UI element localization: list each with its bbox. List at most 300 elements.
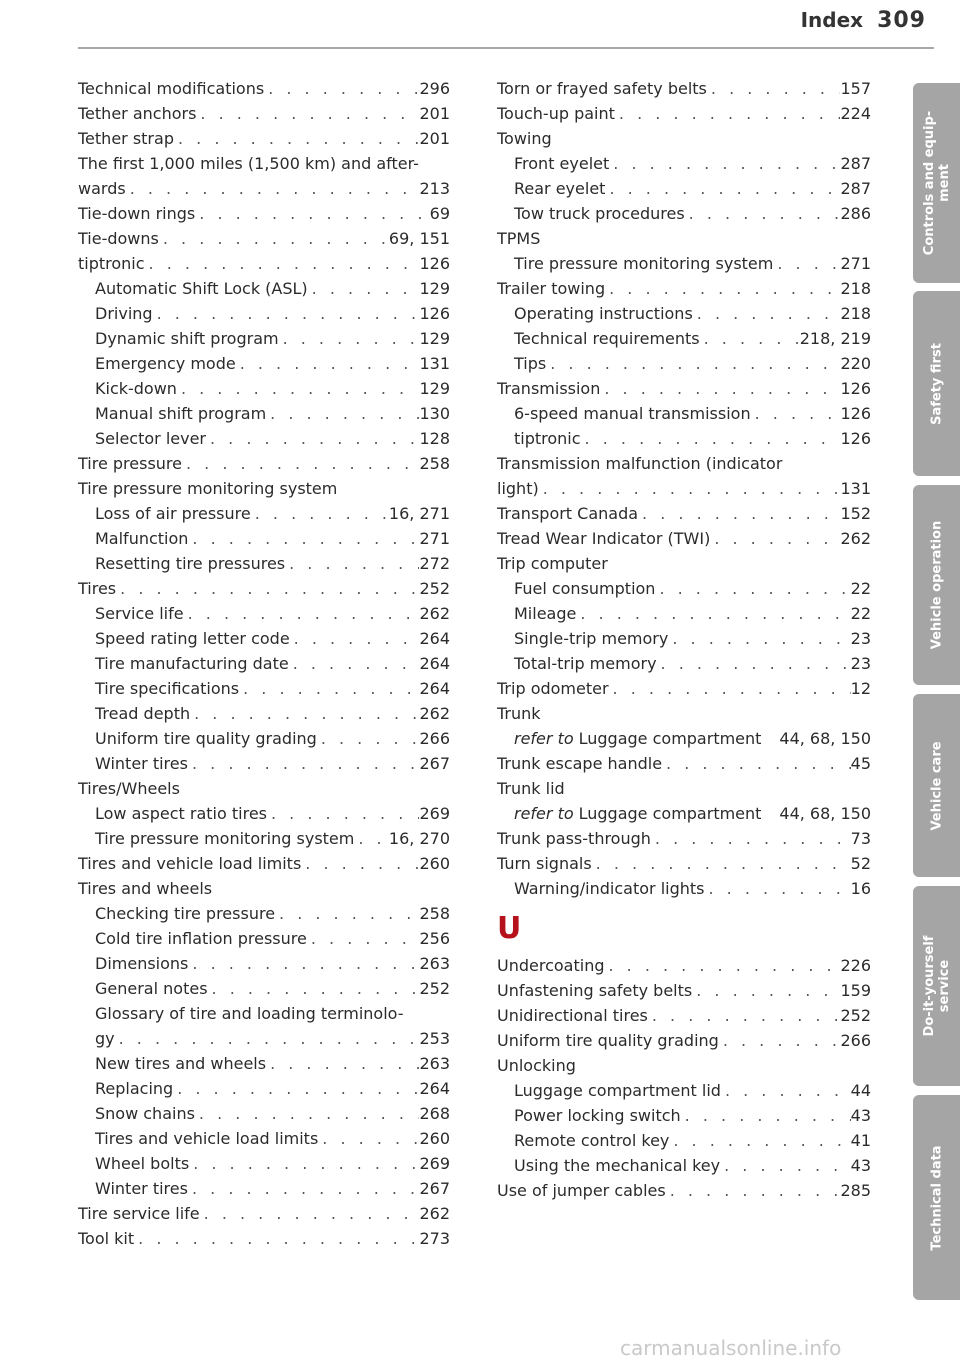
leader-dots — [354, 826, 389, 851]
cross-reference: refer to — [514, 804, 574, 823]
entry-label: Winter tires — [95, 754, 188, 773]
index-entry — [497, 301, 871, 326]
entry-label: Mileage — [514, 604, 577, 623]
index-entry — [497, 276, 871, 301]
leader-dots — [719, 1028, 841, 1053]
entry-label: Snow chains — [95, 1104, 195, 1123]
entry-label: Uniform tire quality grading — [497, 1031, 719, 1050]
index-entry — [78, 1176, 450, 1201]
page-reference[interactable]: 285 — [840, 1181, 871, 1200]
side-tab-label: Vehicle operation — [929, 520, 944, 650]
index-entry — [78, 376, 450, 401]
entry-label: Tires and vehicle load limits — [78, 854, 302, 873]
index-entry — [78, 726, 450, 751]
entry-label: Total-trip memory — [514, 654, 657, 673]
entry-label: light) — [497, 479, 539, 498]
page-reference[interactable]: 44, 68, 150 — [779, 729, 871, 748]
entry-label: gy — [95, 1029, 115, 1048]
index-entry — [497, 851, 871, 876]
index-entry — [497, 801, 871, 826]
index-entry — [497, 126, 871, 151]
leader-dots — [236, 351, 420, 376]
page-reference[interactable]: 263 — [419, 954, 450, 973]
section-letter-u: U — [497, 911, 522, 946]
page-reference[interactable]: 267 — [419, 1179, 450, 1198]
leader-dots — [266, 401, 419, 426]
leader-dots — [615, 101, 841, 126]
entry-label: Tool kit — [78, 1229, 135, 1248]
entry-label: Luggage compartment — [578, 729, 762, 748]
page-reference[interactable]: 126 — [419, 304, 450, 323]
cross-reference: refer to — [514, 729, 574, 748]
index-entry — [78, 176, 450, 201]
page-reference[interactable]: 296 — [419, 79, 450, 98]
entry-label: The first 1,000 miles (1,500 km) and after- — [78, 154, 419, 173]
page-reference[interactable]: 268 — [419, 1104, 450, 1123]
entry-label: New tires and wheels — [95, 1054, 267, 1073]
index-entry — [497, 501, 871, 526]
entry-label: Front eyelet — [514, 154, 610, 173]
index-entry — [497, 1178, 871, 1203]
leader-dots — [159, 226, 389, 251]
index-entry — [497, 876, 871, 901]
index-entry — [78, 601, 450, 626]
entry-label: Trunk escape handle — [497, 754, 663, 773]
page-reference[interactable]: 267 — [419, 754, 450, 773]
index-entry — [497, 226, 871, 251]
leader-dots — [251, 501, 389, 526]
page-reference[interactable]: 23 — [850, 629, 871, 648]
page-reference[interactable]: 218, 219 — [799, 329, 871, 348]
side-tab[interactable] — [913, 1095, 960, 1300]
leader-dots — [285, 551, 419, 576]
page-reference[interactable]: 16, 271 — [388, 504, 450, 523]
index-entry — [78, 976, 450, 1001]
leader-dots — [266, 1051, 419, 1076]
side-tab-label: Vehicle care — [929, 740, 944, 831]
entry-label: Using the mechanical key — [514, 1156, 721, 1175]
entry-label: Manual shift program — [95, 404, 267, 423]
page-reference[interactable]: 264 — [419, 654, 450, 673]
leader-dots — [609, 151, 840, 176]
page-reference[interactable]: 126 — [840, 379, 871, 398]
page-reference[interactable]: 44, 68, 150 — [779, 804, 871, 823]
page-reference[interactable]: 262 — [419, 704, 450, 723]
entry-label: Loss of air pressure — [95, 504, 251, 523]
leader-dots — [576, 601, 850, 626]
leader-dots — [206, 426, 419, 451]
entry-label: Tether strap — [78, 129, 174, 148]
page-reference[interactable]: 213 — [419, 179, 450, 198]
entry-label: Trip computer — [497, 554, 608, 573]
index-entry — [497, 1053, 871, 1078]
leader-dots — [279, 326, 420, 351]
page-reference[interactable]: 258 — [419, 454, 450, 473]
index-entry — [78, 126, 450, 151]
leader-dots — [700, 326, 800, 351]
page-number: 309 — [877, 8, 926, 33]
index-entry — [497, 1103, 871, 1128]
page-reference[interactable]: 264 — [419, 679, 450, 698]
leader-dots — [134, 1226, 419, 1251]
index-entry — [497, 451, 871, 476]
watermark: carmanualsonline.info — [620, 1336, 842, 1360]
index-entry — [497, 426, 871, 451]
entry-label: wards — [78, 179, 126, 198]
side-tab[interactable] — [913, 886, 960, 1086]
entry-label: Automatic Shift Lock (ASL) — [95, 279, 308, 298]
index-entry — [78, 1001, 450, 1026]
index-entry — [497, 701, 871, 726]
index-entry — [497, 476, 871, 501]
leader-dots — [655, 576, 850, 601]
entry-label: Tether anchors — [78, 104, 197, 123]
page-reference[interactable]: 43 — [850, 1156, 871, 1175]
leader-dots — [200, 1201, 420, 1226]
page-reference[interactable]: 44 — [850, 1081, 871, 1100]
page-reference[interactable]: 12 — [850, 679, 871, 698]
index-entry — [78, 676, 450, 701]
leader-dots — [177, 376, 420, 401]
entry-label: Luggage compartment — [578, 804, 762, 823]
index-entry — [497, 776, 871, 801]
leader-dots — [651, 826, 851, 851]
entry-label: Unlocking — [497, 1056, 576, 1075]
index-entry — [497, 576, 871, 601]
leader-dots — [605, 176, 840, 201]
entry-label: Tie-down rings — [78, 204, 196, 223]
index-entry — [78, 426, 450, 451]
entry-label: Checking tire pressure — [95, 904, 276, 923]
page-reference[interactable]: 252 — [419, 979, 450, 998]
leader-dots — [289, 651, 420, 676]
page-reference[interactable]: 73 — [850, 829, 871, 848]
index-entry — [78, 951, 450, 976]
entry-label: Dimensions — [95, 954, 189, 973]
leader-dots — [318, 1126, 419, 1151]
index-entry — [497, 351, 871, 376]
page-reference[interactable]: 52 — [850, 854, 871, 873]
leader-dots — [188, 526, 419, 551]
index-entry — [497, 251, 871, 276]
entry-label: Selector lever — [95, 429, 206, 448]
page-reference[interactable]: 157 — [840, 79, 871, 98]
leader-dots — [195, 1101, 420, 1126]
index-entry — [497, 626, 871, 651]
side-tab-label: Safety first — [929, 342, 944, 425]
page-reference[interactable]: 152 — [840, 504, 871, 523]
leader-dots — [600, 376, 840, 401]
page-reference[interactable]: 262 — [419, 604, 450, 623]
page-reference[interactable]: 129 — [419, 279, 450, 298]
page-reference[interactable]: 159 — [840, 981, 871, 1000]
entry-label: Tie-downs — [78, 229, 159, 248]
entry-label: Glossary of tire and loading terminolo- — [95, 1004, 404, 1023]
index-entry — [497, 1128, 871, 1153]
leader-dots — [264, 76, 419, 101]
index-entry — [78, 1076, 450, 1101]
entry-label: Transmission malfunction (indicator — [497, 454, 783, 473]
entry-label: Malfunction — [95, 529, 189, 548]
entry-label: Trip odometer — [497, 679, 609, 698]
entry-label: Tread Wear Indicator (TWI) — [497, 529, 711, 548]
index-entry — [78, 701, 450, 726]
entry-label: Resetting tire pressures — [95, 554, 286, 573]
index-entry — [497, 376, 871, 401]
entry-label: Tire pressure monitoring system — [95, 829, 355, 848]
entry-label: Tips — [514, 354, 547, 373]
side-tab-label: Controls and equip- ment — [921, 110, 952, 256]
entry-label: Technical modifications — [78, 79, 265, 98]
leader-dots — [662, 751, 851, 776]
leader-dots — [685, 201, 841, 226]
entry-label: Replacing — [95, 1079, 174, 1098]
leader-dots — [707, 76, 841, 101]
index-entry — [78, 226, 450, 251]
page-reference[interactable]: 23 — [850, 654, 871, 673]
leader-dots — [301, 851, 419, 876]
leader-dots — [592, 851, 851, 876]
entry-label: Tire service life — [78, 1204, 200, 1223]
side-tab[interactable] — [913, 291, 960, 476]
leader-dots — [239, 676, 419, 701]
leader-dots — [657, 651, 851, 676]
page-reference[interactable]: 266 — [840, 1031, 871, 1050]
leader-dots — [666, 1178, 841, 1203]
entry-label: Tire pressure monitoring system — [78, 479, 338, 498]
page-reference[interactable]: 218 — [840, 304, 871, 323]
index-entry — [497, 201, 871, 226]
page-reference[interactable]: 126 — [840, 429, 871, 448]
index-group-u — [497, 953, 871, 1203]
leader-dots — [188, 751, 419, 776]
entry-label: Tires and vehicle load limits — [95, 1129, 319, 1148]
page-reference[interactable]: 252 — [840, 1006, 871, 1025]
leader-dots — [196, 101, 419, 126]
entry-label: Power locking switch — [514, 1106, 681, 1125]
index-group-t — [497, 76, 871, 901]
index-entry — [78, 1051, 450, 1076]
side-tab-label: Do-it-yourself service — [921, 935, 952, 1037]
index-entry — [78, 76, 450, 101]
page-reference[interactable]: 129 — [419, 379, 450, 398]
index-entry — [78, 526, 450, 551]
leader-dots — [153, 301, 420, 326]
entry-label: Unfastening safety belts — [497, 981, 693, 1000]
leader-dots — [308, 276, 420, 301]
index-entry — [78, 201, 450, 226]
leader-dots — [190, 701, 419, 726]
page-reference[interactable]: 224 — [840, 104, 871, 123]
page-reference[interactable]: 16 — [850, 879, 871, 898]
index-entry — [497, 551, 871, 576]
leader-dots — [693, 301, 841, 326]
entry-label: Driving — [95, 304, 153, 323]
page-reference[interactable]: 43 — [850, 1106, 871, 1125]
leader-dots — [704, 876, 850, 901]
leader-dots — [275, 901, 419, 926]
page-reference[interactable]: 286 — [840, 204, 871, 223]
entry-label: tiptronic — [514, 429, 581, 448]
index-entry — [78, 1201, 450, 1226]
leader-dots — [173, 1076, 419, 1101]
leader-dots — [605, 276, 840, 301]
index-entry — [497, 1078, 871, 1103]
leader-dots — [182, 451, 419, 476]
index-entry — [497, 676, 871, 701]
leader-dots — [208, 976, 420, 1001]
entry-label: General notes — [95, 979, 208, 998]
entry-label: Winter tires — [95, 1179, 188, 1198]
entry-label: Torn or frayed safety belts — [497, 79, 707, 98]
leader-dots — [188, 1176, 419, 1201]
index-entry — [78, 901, 450, 926]
page-reference[interactable]: 258 — [419, 904, 450, 923]
side-tab[interactable] — [913, 694, 960, 877]
page-reference[interactable]: 269 — [419, 804, 450, 823]
leader-dots — [195, 201, 429, 226]
index-entry — [78, 1101, 450, 1126]
side-tab[interactable] — [913, 485, 960, 685]
index-entry — [78, 1026, 450, 1051]
index-entry — [78, 576, 450, 601]
page-reference[interactable]: 201 — [419, 129, 450, 148]
leader-dots — [184, 601, 420, 626]
leader-dots — [145, 251, 420, 276]
entry-label: Operating instructions — [514, 304, 693, 323]
index-entry — [497, 326, 871, 351]
index-entry — [78, 151, 450, 176]
leader-dots — [539, 476, 841, 501]
page-reference[interactable]: 256 — [419, 929, 450, 948]
entry-label: Single-trip memory — [514, 629, 669, 648]
index-entry — [497, 76, 871, 101]
entry-label: Towing — [497, 129, 552, 148]
index-entry — [78, 1151, 450, 1176]
entry-label: Trailer towing — [497, 279, 606, 298]
page-reference[interactable]: 128 — [419, 429, 450, 448]
entry-label: Trunk — [497, 704, 541, 723]
page-reference[interactable]: 266 — [419, 729, 450, 748]
page-reference[interactable]: 226 — [840, 956, 871, 975]
index-entry — [497, 101, 871, 126]
index-entry — [497, 1153, 871, 1178]
page-reference[interactable]: 262 — [840, 529, 871, 548]
side-tab-label: Technical data — [929, 1144, 944, 1251]
leader-dots — [751, 401, 841, 426]
index-entry — [497, 826, 871, 851]
index-entry — [78, 776, 450, 801]
index-entry — [497, 601, 871, 626]
page-reference[interactable]: 69, 151 — [388, 229, 450, 248]
entry-label: Uniform tire quality grading — [95, 729, 317, 748]
index-entry — [78, 751, 450, 776]
page-reference[interactable]: 45 — [850, 754, 871, 773]
index-entry — [78, 451, 450, 476]
index-column-right — [497, 76, 871, 1203]
entry-label: Tire pressure — [78, 454, 182, 473]
page-reference[interactable]: 273 — [419, 1229, 450, 1248]
page-reference[interactable]: 126 — [419, 254, 450, 273]
leader-dots — [669, 1128, 850, 1153]
entry-label: Rear eyelet — [514, 179, 606, 198]
entry-label: TPMS — [497, 229, 541, 248]
index-column-left — [78, 76, 450, 1251]
leader-dots — [720, 1153, 851, 1178]
page-reference[interactable]: 262 — [419, 1204, 450, 1223]
index-entry — [78, 551, 450, 576]
side-tab[interactable] — [913, 83, 960, 283]
entry-label: Undercoating — [497, 956, 605, 975]
entry-label: Emergency mode — [95, 354, 236, 373]
page-reference[interactable]: 287 — [840, 154, 871, 173]
entry-label: Speed rating letter code — [95, 629, 290, 648]
page-reference[interactable]: 130 — [419, 404, 450, 423]
page-reference[interactable]: 252 — [419, 579, 450, 598]
entry-label: Tires — [78, 579, 117, 598]
entry-label: Tires/Wheels — [78, 779, 180, 798]
entry-label: Tread depth — [95, 704, 191, 723]
page-reference[interactable]: 131 — [419, 354, 450, 373]
entry-label: Turn signals — [497, 854, 592, 873]
page-reference[interactable]: 269 — [419, 1154, 450, 1173]
entry-label: Trunk lid — [497, 779, 565, 798]
entry-label: Unidirectional tires — [497, 1006, 648, 1025]
page-reference[interactable]: 131 — [840, 479, 871, 498]
index-entry — [78, 1126, 450, 1151]
entry-label: Service life — [95, 604, 184, 623]
page-reference[interactable]: 271 — [840, 254, 871, 273]
entry-label: 6-speed manual transmission — [514, 404, 751, 423]
index-entry — [497, 401, 871, 426]
page-reference[interactable]: 69 — [429, 204, 450, 223]
page-reference[interactable]: 260 — [419, 854, 450, 873]
page-reference[interactable]: 271 — [419, 529, 450, 548]
index-entry — [78, 476, 450, 501]
index-entry — [497, 176, 871, 201]
leader-dots — [290, 626, 420, 651]
leader-dots — [188, 951, 419, 976]
page-reference[interactable]: 264 — [419, 629, 450, 648]
page-reference[interactable]: 272 — [419, 554, 450, 573]
index-entry — [497, 1003, 871, 1028]
page-reference[interactable]: 16, 270 — [388, 829, 450, 848]
index-entry — [497, 151, 871, 176]
page-reference[interactable]: 129 — [419, 329, 450, 348]
page-reference[interactable]: 263 — [419, 1054, 450, 1073]
page-reference[interactable]: 264 — [419, 1079, 450, 1098]
index-entry — [78, 101, 450, 126]
page-reference[interactable]: 22 — [850, 604, 871, 623]
index-entry — [497, 978, 871, 1003]
index-entry — [78, 251, 450, 276]
leader-dots — [721, 1078, 851, 1103]
page-reference[interactable]: 287 — [840, 179, 871, 198]
page-reference[interactable]: 41 — [850, 1131, 871, 1150]
page-reference[interactable]: 218 — [840, 279, 871, 298]
index-entry — [78, 1226, 450, 1251]
entry-label: Tire pressure monitoring system — [514, 254, 774, 273]
page-reference[interactable]: 126 — [840, 404, 871, 423]
page-reference[interactable]: 220 — [840, 354, 871, 373]
leader-dots — [692, 978, 840, 1003]
page-reference[interactable]: 253 — [419, 1029, 450, 1048]
page-reference[interactable]: 201 — [419, 104, 450, 123]
page-header — [801, 8, 926, 44]
page-reference[interactable]: 22 — [850, 579, 871, 598]
leader-dots — [189, 1151, 419, 1176]
page-reference[interactable]: 260 — [419, 1129, 450, 1148]
